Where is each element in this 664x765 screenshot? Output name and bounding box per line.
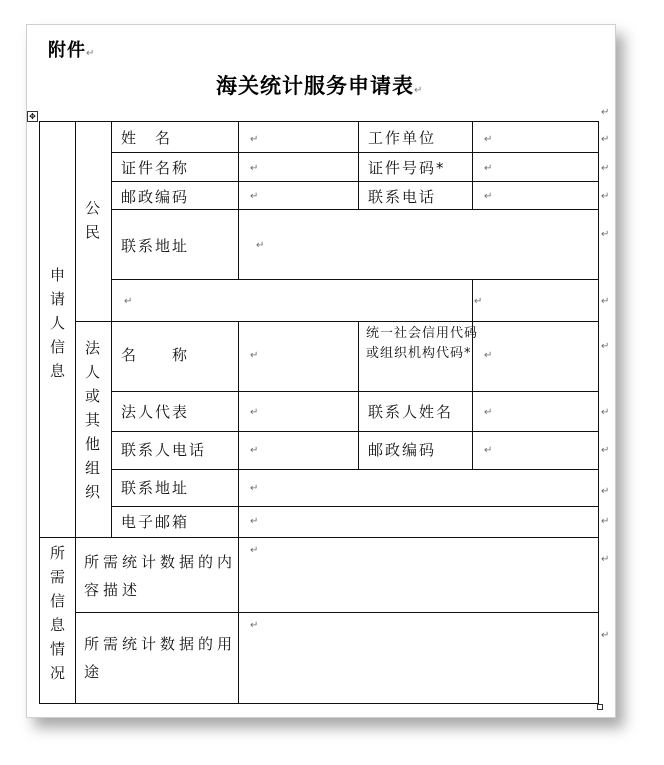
org-name-field[interactable]: ↵	[250, 350, 259, 361]
section-divider	[39, 537, 599, 538]
citizen-name-label: 姓 名	[121, 129, 173, 147]
row-line	[111, 279, 599, 280]
table-border-top	[39, 121, 599, 122]
citizen-extra-field-2[interactable]: ↵	[474, 296, 483, 307]
row-end-mark: ↵	[601, 630, 610, 641]
org-contact-name-label: 联系人姓名	[368, 403, 454, 421]
citizen-address-label: 联系地址	[121, 237, 190, 255]
col-line	[238, 121, 239, 279]
citizen-phone-field[interactable]: ↵	[484, 191, 493, 202]
citizen-postcode-label: 邮政编码	[121, 188, 190, 206]
table-border-bottom	[39, 703, 599, 704]
row-end-mark: ↵	[601, 341, 610, 352]
row-end-mark: ↵	[601, 486, 610, 497]
row-end-mark: ↵	[601, 229, 610, 240]
row-end-mark: ↵	[601, 107, 610, 118]
row-line	[111, 209, 599, 210]
citizen-phone-label: 联系电话	[368, 188, 437, 206]
col-line	[472, 279, 473, 321]
citizen-id-number-field[interactable]: ↵	[484, 163, 493, 174]
org-legal-rep-field[interactable]: ↵	[250, 407, 259, 418]
org-contact-phone-field[interactable]: ↵	[250, 445, 259, 456]
citizen-postcode-field[interactable]: ↵	[250, 191, 259, 202]
row-end-mark: ↵	[601, 134, 610, 145]
col-line	[358, 121, 359, 209]
table-move-handle-icon[interactable]: ✥	[27, 111, 38, 122]
org-postcode-field[interactable]: ↵	[484, 445, 493, 456]
row-line	[111, 469, 599, 470]
row-end-mark: ↵	[601, 516, 610, 527]
col-line	[358, 321, 359, 469]
required-info-label: 所 需 信 息 情 况	[50, 544, 66, 682]
org-address-field[interactable]: ↵	[250, 483, 259, 494]
row-line	[75, 612, 599, 613]
org-contact-phone-label: 联系人电话	[121, 441, 207, 459]
row-end-mark: ↵	[601, 407, 610, 418]
row-end-mark: ↵	[601, 445, 610, 456]
subsection-divider	[75, 321, 599, 322]
form-title: 海关统计服务申请表↵	[216, 74, 424, 98]
col-line	[472, 121, 473, 209]
organization-label: 法 人 或 其 他 组 织	[85, 339, 101, 501]
table-resize-handle-icon[interactable]	[597, 704, 603, 710]
row-line	[111, 152, 599, 153]
org-address-label: 联系地址	[121, 479, 190, 497]
citizen-address-field[interactable]: ↵	[256, 240, 265, 251]
citizen-id-type-field[interactable]: ↵	[250, 163, 259, 174]
purpose-label: 所需统计数据的用途	[84, 635, 237, 681]
document-page	[26, 24, 616, 718]
org-credit-code-label: 统一社会信用代码或组织机构代码*	[366, 326, 479, 361]
row-line	[111, 391, 599, 392]
col-divider-2	[111, 121, 112, 537]
citizen-id-type-label: 证件名称	[121, 159, 190, 177]
org-email-field[interactable]: ↵	[250, 516, 259, 527]
content-description-label: 所需统计数据的内容描述	[84, 553, 237, 599]
citizen-work-unit-label: 工作单位	[368, 129, 437, 147]
citizen-id-number-label: 证件号码*	[368, 159, 446, 177]
col-line	[238, 321, 239, 537]
row-line	[111, 181, 599, 182]
row-line	[111, 506, 599, 507]
row-end-mark: ↵	[601, 163, 610, 174]
citizen-extra-field[interactable]: ↵	[124, 296, 133, 307]
row-line	[111, 431, 599, 432]
citizen-work-unit-field[interactable]: ↵	[484, 134, 493, 145]
org-contact-name-field[interactable]: ↵	[484, 407, 493, 418]
purpose-field[interactable]: ↵	[250, 620, 259, 631]
content-description-field[interactable]: ↵	[250, 545, 259, 556]
row-end-mark: ↵	[601, 296, 610, 307]
attachment-label: 附件↵	[48, 40, 96, 61]
applicant-info-label: 申 请 人 信 息	[50, 266, 66, 380]
citizen-label: 公 民	[85, 199, 101, 241]
org-name-label: 名 称	[121, 346, 190, 364]
row-end-mark: ↵	[601, 191, 610, 202]
citizen-name-field[interactable]: ↵	[250, 134, 259, 145]
table-border-left	[39, 121, 40, 704]
org-postcode-label: 邮政编码	[368, 441, 437, 459]
row-end-mark: ↵	[601, 554, 610, 565]
org-email-label: 电子邮箱	[121, 513, 190, 531]
org-credit-code-field[interactable]: ↵	[484, 350, 493, 361]
org-legal-rep-label: 法人代表	[121, 403, 190, 421]
